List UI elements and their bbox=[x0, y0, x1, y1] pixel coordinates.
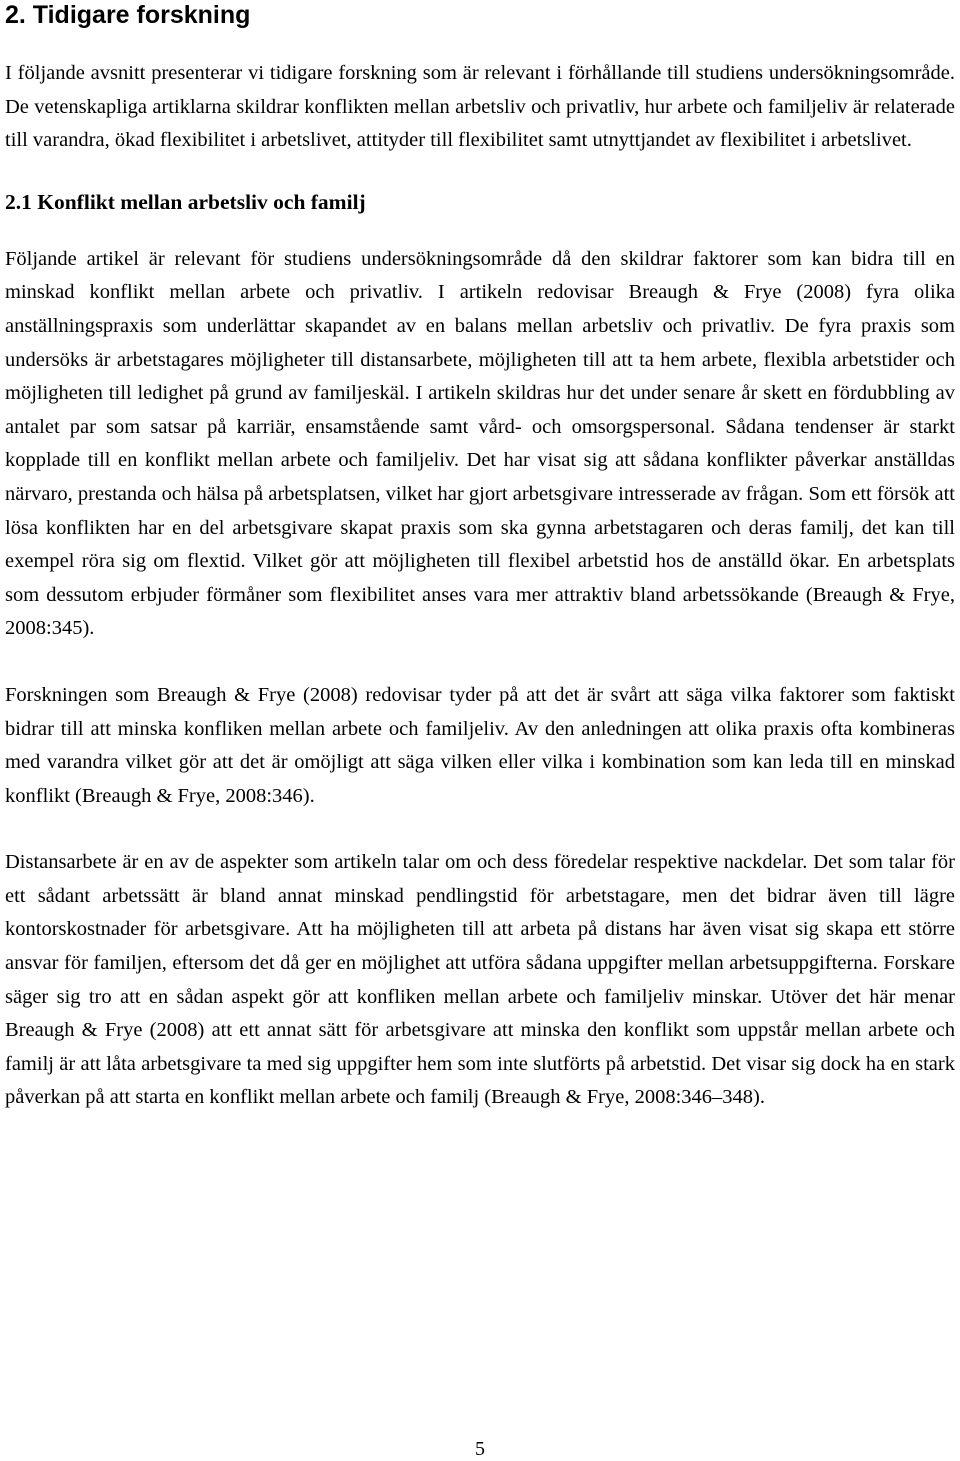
intro-paragraph: I följande avsnitt presenterar vi tidigare forskning som är relevant i förhållande till studiens undersökningsområde. De vetenskapliga artiklarna skildrar konflikten mellan arbetsliv och privatliv, hur arbete och familjeliv är relaterade till varandra, ökad flexibilitet i arbetslivet, attityder till flexibilitet samt utnyttjandet av flexibilitet i arbetslivet. bbox=[5, 62, 955, 152]
section-heading-wrap bbox=[5, 187, 955, 217]
page-number: 5 bbox=[475, 1438, 485, 1460]
body-paragraph: Forskningen som Breaugh & Frye (2008) redovisar tyder på att det är svårt att säga vilka faktorer som faktiskt bidrar till att minska konfliken mellan arbete och familjeliv. Av den anledningen att olika praxis ofta kombineras med varandra vilket gör att det är omöjligt att säga vilken eller vilka i kombination som kan leda till en minskad konflikt (Breaugh & Frye, 2008:346). bbox=[5, 683, 955, 807]
paragraph-gap bbox=[5, 646, 955, 679]
document-page bbox=[5, 0, 955, 1115]
body-paragraph: Distansarbete är en av de aspekter som artikeln talar om och dess föredelar respektive nackdelar. Det som talar för ett sådant arbetssätt är bland annat minskad pendlingstid för arbetstagare, men det bidrar även till lägre kontorskostnader för arbetsgivare. Att ha möjligheten till att arbeta på distans har även visat sig skapa ett större ansvar för familjen, eftersom det då ger en möjlighet att utföra sådana uppgifter mellan arbetsuppgifterna. Forskare säger sig tro att en sådan aspekt gör att konfliken mellan arbete och familjeliv minskar. Utöver det här menar Breaugh & Frye (2008) att ett annat sätt för arbetsgivare att minska den konflikt som uppstår mellan arbete och familj är att låta arbetsgivare ta med sig uppgifter hem som inte slutförts på arbetstid. Det visar sig dock ha en stark påverkan på att starta en konflikt mellan arbete och familj (Breaugh & Frye, 2008:346–348). bbox=[5, 851, 955, 1109]
chapter-title: 2. Tidigare forskning bbox=[5, 1, 251, 29]
body-paragraph: Följande artikel är relevant för studiens undersökningsområde då den skildrar faktorer som kan bidra till en minskad konflikt mellan arbete och privatliv. I artikeln redovisar Breaugh & Frye (2008) fyra olika anställningspraxis som underlättar skapandet av en balans mellan arbetsliv och privatliv. De fyra praxis som undersöks är arbetstagares möjligheter till distansarbete, möjligheten till att ta hem arbete, flexibla arbetstider och möjligheten till ledighet på grund av familjeskäl. I artikeln skildras hur det under senare år skett en fördubbling av antalet par som satsar på karriär, ensamstående samt vård- och omsorgspersonal. Sådana tendenser är starkt kopplade till en konflikt mellan arbete och familjeliv. Det har visat sig att sådana konflikter påverkar anställdas närvaro, prestanda och hälsa på arbetsplatsen, vilket har gjort arbetsgivare intresserade av frågan. Som ett försök att lösa konflikten har en del arbetsgivare skapat praxis som ska gynna arbetstagaren och deras familj, det kan till exempel röra sig om flextid. Vilket gör att möjligheten till flexibel arbetstid hos de anställd ökar. En arbetsplats som dessutom erbjuder förmåner som flexibilitet anses vara mer attraktiv bland arbetssökande (Breaugh & Frye, 2008:345). bbox=[5, 247, 955, 640]
paragraph-gap bbox=[5, 813, 955, 846]
section-title: 2.1 Konflikt mellan arbetsliv och familj bbox=[5, 189, 366, 214]
